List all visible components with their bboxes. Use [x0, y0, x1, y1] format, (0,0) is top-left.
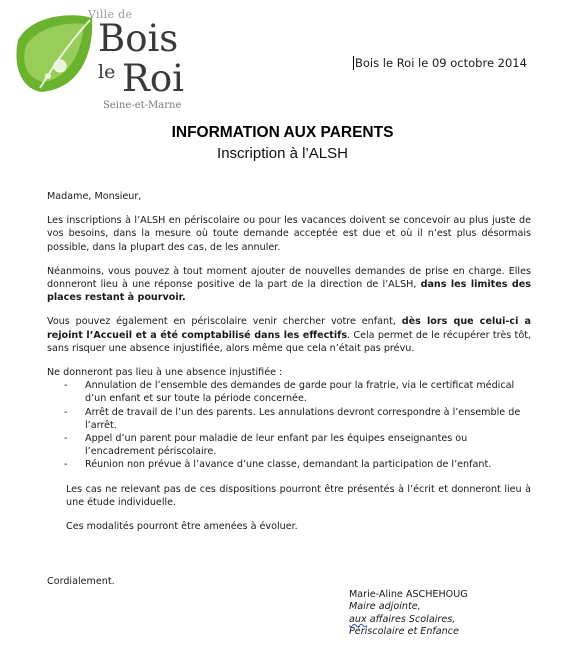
signature-block: [349, 589, 468, 639]
leaf-icon: [12, 10, 102, 102]
signatory-role-3: Périscolaire et Enfance: [349, 626, 459, 638]
letter-body: [47, 190, 531, 533]
signatory-role-2: aux affaires Scolaires,: [349, 613, 456, 625]
document-subtitle: Inscription à l’ALSH: [217, 145, 348, 162]
logo-department-text: Seine-et-Marne: [103, 100, 182, 111]
city-logo: [12, 8, 202, 112]
document-title: INFORMATION AUX PARENTS: [171, 124, 394, 141]
signatory-role-1: Maire adjointe,: [349, 601, 421, 613]
paragraph-4: Les cas ne relevant pas de ces dispositions pourront être présentés à l’écrit et donneront lieu à une étude individuelle.: [66, 483, 531, 508]
salutation: Madame, Monsieur,: [47, 191, 142, 202]
paragraph-5: Ces modalités pourront être amenées à évoluer.: [66, 521, 298, 533]
paragraph-3: Vous pouvez également en périscolaire venir chercher votre enfant, dès lors que celui-ci a rejoint l’Accueil et a été comptabilisé dans les effectifs. Cela permet de le récupérer très tôt, sans risquer une absence injustifiée, alors même que cela n’était pas prévu.: [47, 316, 532, 354]
closing: Cordialement.: [47, 576, 115, 587]
logo-le-text: le: [98, 61, 116, 83]
list-intro: Ne donneront pas lieu à une absence injustifiée :: [47, 367, 283, 379]
list-item: - Annulation de l’ensemble des demandes de garde pour la fratrie, via le certificat médical d’un enfant et sur toute la période concernée.: [64, 380, 515, 405]
exception-list: [47, 379, 531, 471]
signatory-name: Marie-Aline ASCHEHOUG: [349, 589, 468, 600]
list-item: - Appel d’un parent pour maladie de leur enfant par les équipes enseignantes ou l’encadrement périscolaire.: [64, 433, 468, 458]
paragraph-2-bold: dans les limites des places restant à pourvoir.: [47, 279, 531, 304]
paragraph-3-bold: dès lors que celui-ci a rejoint l’Accueil et a été comptabilisé dans les effectifs: [47, 316, 531, 341]
logo-roi-text: Roi: [122, 57, 184, 100]
paragraph-2: Néanmoins, vous pouvez à tout moment ajouter de nouvelles demandes de prise en charge. Elles donneront lieu à une réponse positive de la part de la direction de l’ALSH, dans les limites des places restant à pourvoir.: [47, 265, 531, 304]
logo-bois-text: Bois: [98, 17, 179, 60]
list-item: - Réunion non prévue à l’avance d’une classe, demandant la participation de l’enfant.: [64, 459, 492, 471]
date-line: Bois le Roi le 09 octobre 2014: [355, 56, 527, 70]
logo-ville-text: Ville de: [88, 8, 133, 21]
paragraph-1: Les inscriptions à l’ALSH en périscolaire ou pour les vacances doivent se concevoir au plus juste de vos besoins, dans la mesure où toute demande acceptée est due et où il n’est plus désormais possible, dans la plupart des cas, de les annuler.: [47, 215, 531, 253]
list-item: - Arrêt de travail de l’un des parents. Les annulations devront correspondre à l’ensemble de l’arrêt.: [64, 406, 521, 431]
